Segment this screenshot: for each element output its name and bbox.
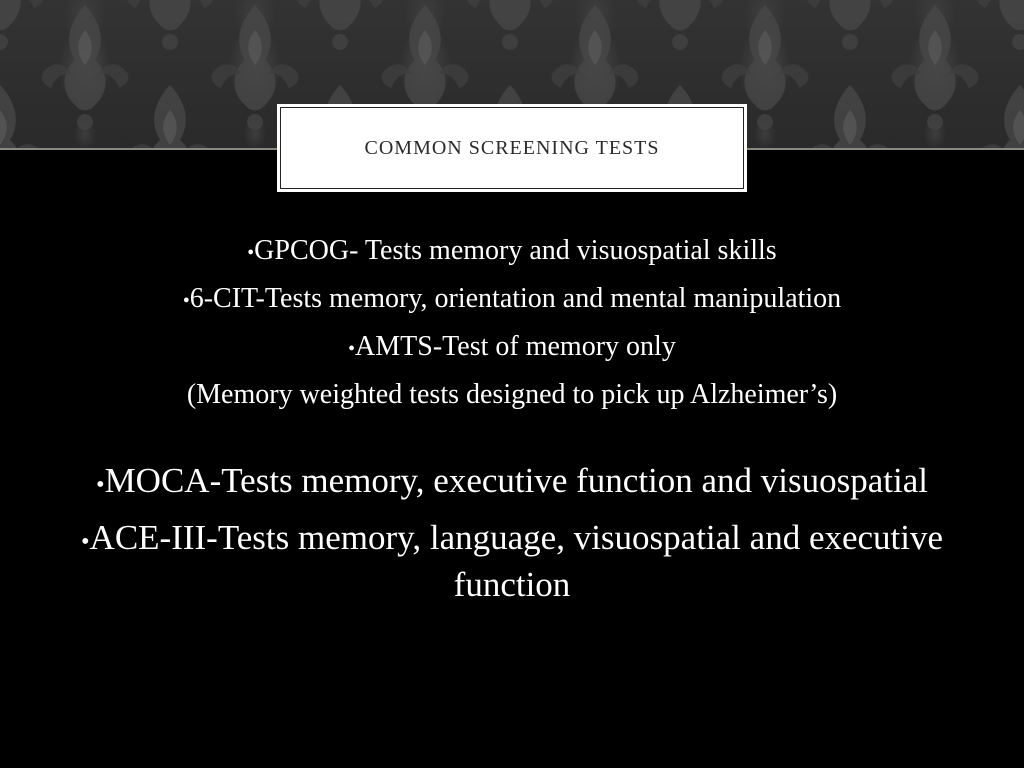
bullet-text: AMTS-Test of memory only bbox=[355, 331, 676, 362]
bullet-dot: • bbox=[95, 471, 105, 498]
bullet-dot: • bbox=[348, 339, 356, 360]
bullet-item-amts bbox=[80, 324, 944, 372]
bullet-item-moca bbox=[80, 459, 944, 506]
slide-body bbox=[80, 228, 944, 616]
bullet-text: GPCOG- Tests memory and visuospatial skills bbox=[254, 235, 777, 266]
bullet-dot: • bbox=[182, 291, 190, 312]
title-box bbox=[277, 104, 747, 192]
bullet-dot: • bbox=[247, 243, 255, 264]
spacer bbox=[80, 417, 944, 459]
bullet-dot: • bbox=[80, 528, 90, 555]
bullet-item-ace-iii bbox=[80, 516, 944, 606]
bullet-item-6cit bbox=[80, 276, 944, 324]
slide-title: COMMON SCREENING TESTS bbox=[364, 136, 660, 159]
bullet-item-gpcog bbox=[80, 228, 944, 276]
bullet-text: ACE-III-Tests memory, language, visuospatial and executive function bbox=[89, 518, 944, 604]
bullet-text: 6-CIT-Tests memory, orientation and mental manipulation bbox=[189, 283, 842, 314]
bullet-text: MOCA-Tests memory, executive function and visuospatial bbox=[104, 461, 929, 500]
note-text: (Memory weighted tests designed to pick up Alzheimer’s) bbox=[186, 379, 838, 410]
title-frame bbox=[280, 107, 744, 189]
